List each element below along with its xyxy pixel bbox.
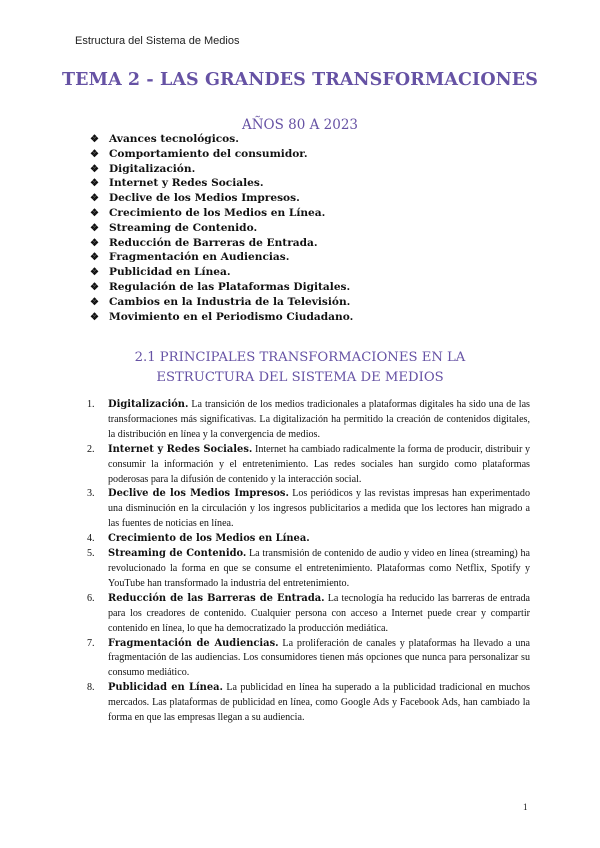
list-item bbox=[87, 637, 530, 682]
diamond-bullet-icon: ❖ bbox=[90, 222, 99, 234]
list-item bbox=[87, 532, 530, 547]
topic-list bbox=[90, 132, 353, 324]
item-label: Publicidad en Línea. bbox=[108, 682, 223, 694]
page-subtitle: AÑOS 80 A 2023 bbox=[241, 117, 359, 133]
item-number: 1. bbox=[87, 399, 95, 410]
item-text: Internet ha cambiado radicalmente la forma de producir, distribuir y consumir la información y el entretenimiento. Las redes sociales han surgido como plataformas poderosas para la difusión de contenido y la interacción social. bbox=[108, 443, 530, 485]
item-label: Internet y Redes Sociales. bbox=[108, 443, 253, 455]
section-heading-line: 2.1 PRINCIPALES TRANSFORMACIONES EN LA bbox=[134, 350, 466, 365]
page-number: 1 bbox=[523, 802, 528, 812]
item-text: La transmisión de contenido de audio y video en línea (streaming) ha revolucionado la forma en que se consume el entretenimiento. Plataformas como Netflix, Spotify y YouTube han transformado la industria del entretenimiento. bbox=[108, 548, 530, 589]
page-title: TEMA 2 - LAS GRANDES TRANSFORMACIONES bbox=[62, 70, 538, 90]
item-number: 7. bbox=[87, 637, 95, 649]
item-label: Crecimiento de los Medios en Línea. bbox=[108, 533, 310, 545]
list-item bbox=[87, 487, 530, 532]
diamond-bullet-icon: ❖ bbox=[90, 148, 99, 160]
topic-item: ❖ Internet y Redes Sociales. bbox=[90, 176, 353, 191]
item-number: 5. bbox=[87, 548, 95, 560]
list-item bbox=[87, 547, 530, 592]
item-text: La tecnología ha reducido las barreras de entrada para los creadores de contenido. Cualquier persona con acceso a Internet puede crear y compartir contenido en línea, lo que ha democratizado la producción mediática. bbox=[108, 592, 530, 634]
diamond-bullet-icon: ❖ bbox=[90, 163, 99, 175]
topic-item: ❖ Declive de los Medios Impresos. bbox=[90, 191, 353, 206]
list-item bbox=[87, 681, 530, 726]
diamond-bullet-icon: ❖ bbox=[90, 281, 99, 293]
topic-item: ❖ Comportamiento del consumidor. bbox=[90, 147, 353, 162]
item-number: 3. bbox=[87, 488, 95, 500]
topic-item: ❖ Crecimiento de los Medios en Línea. bbox=[90, 206, 353, 221]
diamond-bullet-icon: ❖ bbox=[90, 178, 99, 190]
item-label: Digitalización. bbox=[108, 399, 189, 410]
running-header: Estructura del Sistema de Medios bbox=[75, 35, 240, 47]
list-item bbox=[87, 398, 530, 443]
item-text: La transición de los medios tradicionales a plataformas digitales ha sido una de las transformaciones más significativas. La digitalización ha permitido la creación de contenidos digitales, la distribución en línea y la convergencia de medios. bbox=[108, 399, 530, 440]
topic-item: ❖ Publicidad en Línea. bbox=[90, 265, 353, 280]
transformation-list bbox=[87, 398, 530, 726]
diamond-bullet-icon: ❖ bbox=[90, 237, 99, 249]
topic-item: ❖ Avances tecnológicos. bbox=[90, 132, 353, 147]
topic-item: ❖ Fragmentación en Audiencias. bbox=[90, 250, 353, 265]
item-label: Declive de los Medios Impresos. bbox=[108, 488, 289, 500]
list-item bbox=[87, 592, 530, 637]
diamond-bullet-icon: ❖ bbox=[90, 134, 99, 145]
diamond-bullet-icon: ❖ bbox=[90, 193, 99, 205]
diamond-bullet-icon: ❖ bbox=[90, 207, 99, 219]
diamond-bullet-icon: ❖ bbox=[90, 296, 99, 308]
item-text: Los periódicos y las revistas impresas han experimentado una disminución en la circulación y los ingresos publicitarios a medida que los lectores han migrado a las fuentes de noticias en línea. bbox=[108, 488, 530, 530]
section-heading bbox=[0, 348, 600, 388]
topic-item: ❖ Streaming de Contenido. bbox=[90, 221, 353, 236]
item-label: Fragmentación de Audiencias. bbox=[108, 637, 279, 649]
item-label: Reducción de las Barreras de Entrada. bbox=[108, 592, 325, 604]
diamond-bullet-icon: ❖ bbox=[90, 252, 99, 264]
list-item bbox=[87, 443, 530, 488]
topic-item: ❖ Digitalización. bbox=[90, 162, 353, 177]
item-number: 6. bbox=[87, 592, 95, 604]
diamond-bullet-icon: ❖ bbox=[90, 311, 99, 323]
item-text: La proliferación de canales y plataformas ha llevado a una fragmentación de las audiencias. Los consumidores tienen más opciones que nunca para personalizar su consumo mediático. bbox=[108, 637, 530, 679]
item-number: 8. bbox=[87, 682, 95, 694]
item-label: Streaming de Contenido. bbox=[108, 548, 247, 560]
section-heading-line: ESTRUCTURA DEL SISTEMA DE MEDIOS bbox=[156, 370, 444, 385]
item-text: La publicidad en línea ha superado a la publicidad tradicional en muchos mercados. Las plataformas de publicidad en línea, como Google Ads y Facebook Ads, han cambiado la forma en que las empresas llegan a su audiencia. bbox=[108, 682, 530, 724]
item-number: 2. bbox=[87, 443, 95, 455]
topic-item: ❖ Cambios en la Industria de la Televisión. bbox=[90, 295, 353, 310]
topic-item: ❖ Movimiento en el Periodismo Ciudadano. bbox=[90, 310, 353, 325]
topic-item: ❖ Regulación de las Plataformas Digitales. bbox=[90, 280, 353, 295]
diamond-bullet-icon: ❖ bbox=[90, 267, 99, 279]
item-number: 4. bbox=[87, 533, 95, 545]
topic-item: ❖ Reducción de Barreras de Entrada. bbox=[90, 236, 353, 251]
